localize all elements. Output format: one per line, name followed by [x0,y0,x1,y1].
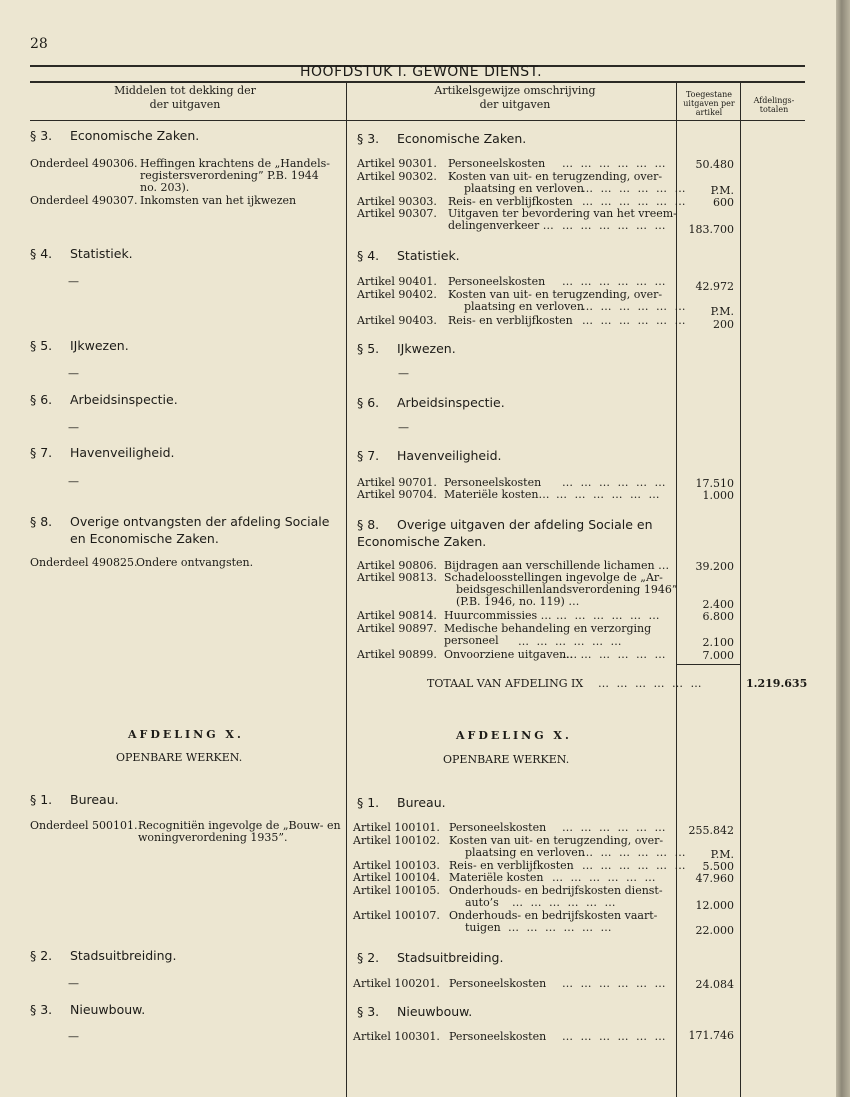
row-100107-desc-line1: Onderhouds- en bedrijfskosten vaart- [449,909,658,922]
row-100105-leader: … … … … … … [512,896,618,909]
row-90899-amount: 7.000 [702,649,734,662]
row-90806-amount: 39.200 [695,560,734,573]
section-title: Statistiek. [397,248,460,263]
row-90813-desc [444,572,677,608]
section-title: Bureau. [397,795,446,810]
header-amount-line1: Toegestane [685,90,733,99]
section-title: Economische Zaken. [70,128,200,143]
left-row-490307-number: Onderdeel 490307. [30,194,138,207]
row-100105-desc-line1: Onderhouds- en bedrijfskosten dienst- [449,884,663,897]
section-number: § 3. [357,131,380,146]
row-90403-leader: … … … … … … [582,314,688,327]
left-dash: — [68,475,79,488]
row-90307-amount: 183.700 [688,223,734,236]
row-90301-desc: Personeelskosten [448,157,546,170]
header-bottom-rule [30,120,805,121]
row-100201-desc: Personeelskosten [449,977,547,990]
left-row-490307-text: Inkomsten van het ijkwezen [140,194,297,207]
row-100107-article: Artikel 100107. [353,909,440,922]
header-mid-line2: der uitgaven [479,98,551,111]
mid-bureau-heading [357,795,446,810]
totaal-afdeling-ix-amount: 1.219.635 [746,677,808,690]
row-90302-leader: … … … … … … [582,182,688,195]
column-divider-total [740,82,741,1097]
row-90401-article: Artikel 90401. [357,275,437,288]
row-90403-amount: 200 [713,318,734,331]
section-number: § 4. [30,246,53,261]
row-90302-amount: P.M. [710,184,734,197]
section-number: § 7. [30,445,53,460]
header-amount-line3: artikel [695,108,723,117]
row-90401-leader: … … … … … … [562,275,668,288]
left-dash: — [68,421,79,434]
row-90897-amount: 2.100 [702,636,734,649]
row-100102-desc-line1: Kosten van uit- en terugzending, over- [449,834,664,847]
mid-section-3-heading [357,131,526,146]
row-90302-desc-line1: Kosten van uit- en terugzending, over- [448,170,663,183]
row-100102-article: Artikel 100102. [353,834,440,847]
mid-section-7-heading [357,448,502,463]
row-90814-amount: 6.800 [702,610,734,623]
header-amount [678,90,740,117]
section-number: § 2. [357,950,380,965]
subtotal-rule [676,664,740,665]
row-90806-desc: Bijdragen aan verschillende lichamen … [444,559,670,572]
row-100107-amount: 22.000 [695,924,734,937]
header-total [742,96,806,114]
row-90704-desc: Materiële kosten… [444,488,550,501]
row-100101-article: Artikel 100101. [353,821,440,834]
row-90899-article: Artikel 90899. [357,648,437,661]
row-90401-amount: 42.972 [695,280,734,293]
section-number: § 1. [357,795,380,810]
section-title-line1: Overige ontvangsten der afdeling Sociale [70,514,330,529]
mid-afdeling-heading: AFDELING X. [456,729,572,742]
header-left [100,84,270,112]
row-90701-desc: Personeelskosten [444,476,542,489]
section-title: IJkwezen. [397,341,456,356]
row-90303-amount: 600 [713,196,734,209]
row-100201-article: Artikel 100201. [353,977,440,990]
mid-section-4-heading [357,248,460,263]
row-90813-desc-line2: beidsgeschillenlandsverordening 1946” [456,583,678,596]
row-90704-amount: 1.000 [702,489,734,502]
row-90701-article: Artikel 90701. [357,476,437,489]
totaal-label: TOTAAL VAN AFDELING IX [427,677,584,690]
row-90307-article: Artikel 90307. [357,207,437,220]
row-100105-article: Artikel 100105. [353,884,440,897]
row-90806-article: Artikel 90806. [357,559,437,572]
section-title-line2: Economische Zaken. [357,534,487,549]
left-row-490306-line3: no. 203). [140,181,190,194]
left-afdeling-heading: AFDELING X. [128,728,244,741]
row-100102-leader: … … … … … … [582,846,688,859]
left-dash: — [68,977,79,990]
row-100104-amount: 47.960 [695,872,734,885]
row-100103-leader: … … … … … … [582,859,688,872]
row-90301-leader: … … … … … … [562,157,668,170]
section-number: § 6. [30,392,53,407]
section-title: Havenveiligheid. [70,445,175,460]
row-90303-article: Artikel 90303. [357,195,437,208]
row-100101-amount: 255.842 [688,824,734,837]
left-section-8-heading [30,513,329,547]
mid-section-5-heading [357,341,456,356]
page-binding-edge [836,0,850,1097]
row-90307-leader: … … … … … … [562,219,668,232]
row-100102-desc-line2: plaatsing en verloven [465,846,585,859]
section-title: Economische Zaken. [397,131,527,146]
row-90302-article: Artikel 90302. [357,170,437,183]
left-bureau-heading [30,792,119,807]
left-row-500101-line2: woningverordening 1935”. [138,831,288,844]
header-left-line2: der uitgaven [149,98,221,111]
row-100103-desc: Reis- en verblijfkosten [449,859,574,872]
row-90401-desc: Personeelskosten [448,275,546,288]
left-nieuwbouw-heading [30,1002,145,1017]
row-90303-leader: … … … … … … [582,195,688,208]
section-number: § 8. [30,514,53,529]
page-number: 28 [30,36,48,52]
section-title: Nieuwbouw. [70,1002,146,1017]
section-number: § 5. [30,338,53,353]
row-100103-amount: 5.500 [702,860,734,873]
row-90897-leader: … … … … … … [518,635,624,648]
row-100104-desc: Materiële kosten [449,871,544,884]
section-title: Bureau. [70,792,119,807]
row-90897-desc-line2: personeel [444,634,499,647]
row-100301-leader: … … … … … … [562,1030,668,1043]
row-90813-desc-line3: (P.B. 1946, no. 119) … [456,595,580,608]
left-section-6-heading [30,392,178,407]
row-100107-leader: … … … … … … [508,921,614,934]
row-90704-leader: … … … … … … [556,488,662,501]
mid-section-6-heading [357,395,505,410]
row-100301-article: Artikel 100301. [353,1030,440,1043]
row-90813-amount: 2.400 [702,598,734,611]
row-100301-amount: 171.746 [688,1029,734,1042]
mid-dash: — [398,421,409,434]
row-100301-desc: Personeelskosten [449,1030,547,1043]
chapter-title: HOOFDSTUK I. GEWONE DIENST. [300,64,543,80]
header-left-line1: Middelen tot dekking der [114,84,256,97]
row-90402-leader: … … … … … … [582,300,688,313]
row-90813-desc-line1: Schadeloosstellingen ingevolge de „Ar- [444,571,663,584]
row-100104-leader: … … … … … … [552,871,658,884]
left-row-490825-number: Onderdeel 490825. [30,556,138,569]
mid-section-8-heading [357,516,653,550]
section-number: § 2. [30,948,53,963]
row-90897-desc-line1: Medische behandeling en verzorging [444,622,652,635]
row-100101-desc: Personeelskosten [449,821,547,834]
section-title: Nieuwbouw. [397,1004,473,1019]
row-90402-amount: P.M. [710,305,734,318]
section-number: § 8. [357,517,380,532]
left-row-490306-line2: registersverordening” P.B. 1944 [140,169,319,182]
section-title: Stadsuitbreiding. [397,950,504,965]
left-row-500101-text [138,820,341,844]
header-mid-line1: Artikelsgewijze omschrijving [434,84,596,97]
left-row-490306-number: Onderdeel 490306. [30,157,138,170]
section-number: § 7. [357,448,380,463]
row-100103-article: Artikel 100103. [353,859,440,872]
row-90402-article: Artikel 90402. [357,288,437,301]
row-90813-article: Artikel 90813. [357,571,437,584]
row-90899-desc: Onvoorziene uitgaven… [444,648,578,661]
mid-nieuwbouw-heading [357,1004,472,1019]
left-section-4-heading [30,246,133,261]
left-row-490825-text: Ondere ontvangsten. [136,556,254,569]
section-number: § 4. [357,248,380,263]
row-90307-desc-line1: Uitgaven ter bevordering van het vreem- [448,207,677,220]
row-90402-desc-line1: Kosten van uit- en terugzending, over- [448,288,663,301]
row-90701-leader: … … … … … … [562,476,668,489]
header-total-line1: Afdelings- [753,96,795,105]
left-dash: — [68,275,79,288]
row-90814-desc: Huurcommissies … [444,609,552,622]
left-section-7-heading [30,445,175,460]
left-row-500101-line1: Recognitiën ingevolge de „Bouw- en [138,819,341,832]
row-90701-amount: 17.510 [695,477,734,490]
section-number: § 5. [357,341,380,356]
mid-stadsuitbreiding-heading [357,950,503,965]
section-title: Stadsuitbreiding. [70,948,177,963]
section-title: Havenveiligheid. [397,448,502,463]
section-title: Arbeidsinspectie. [70,392,178,407]
row-90403-desc: Reis- en verblijfkosten [448,314,573,327]
section-title: IJkwezen. [70,338,129,353]
mid-dash: — [398,367,409,380]
section-number: § 3. [30,128,53,143]
mid-afdeling-subheading: OPENBARE WERKEN. [443,753,570,766]
header-amount-line2: uitgaven per [683,99,735,108]
row-90402-desc-line2: plaatsing en verloven [464,300,584,313]
row-90307-desc-line2: delingenverkeer … [448,219,554,232]
row-90704-article: Artikel 90704. [357,488,437,501]
section-number: § 3. [30,1002,53,1017]
row-100105-amount: 12.000 [695,899,734,912]
row-100105-desc-line2: auto’s [465,896,499,909]
row-90899-leader: … … … … … … [562,648,668,661]
left-afdeling-subheading: OPENBARE WERKEN. [116,751,243,764]
row-90303-desc: Reis- en verblijfkosten [448,195,573,208]
column-divider-left [346,82,347,1097]
left-row-500101-number: Onderdeel 500101. [30,819,138,832]
section-title: Statistiek. [70,246,133,261]
row-90301-amount: 50.480 [695,158,734,171]
section-title-line2: en Economische Zaken. [70,531,219,546]
row-100107-desc-line2: tuigen [465,921,501,934]
left-dash: — [68,367,79,380]
left-section-3-heading [30,128,199,143]
row-90302-desc-line2: plaatsing en verloven [464,182,584,195]
left-stadsuitbreiding-heading [30,948,176,963]
row-90814-article: Artikel 90814. [357,609,437,622]
row-90403-article: Artikel 90403. [357,314,437,327]
section-title: Arbeidsinspectie. [397,395,505,410]
row-90301-article: Artikel 90301. [357,157,437,170]
totaal-leader: … … … … … … [598,677,704,690]
left-row-490306-line1: Heffingen krachtens de „Handels- [140,157,330,170]
section-number: § 6. [357,395,380,410]
header-mid [420,84,610,112]
row-100104-article: Artikel 100104. [353,871,440,884]
section-number: § 1. [30,792,53,807]
row-90897-article: Artikel 90897. [357,622,437,635]
header-total-line2: totalen [759,105,789,114]
row-100102-amount: P.M. [710,848,734,861]
title-rule [30,81,805,83]
left-dash: — [68,1030,79,1043]
left-row-490306-text [140,158,340,194]
section-number: § 3. [357,1004,380,1019]
row-90814-leader: … … … … … … [556,609,662,622]
row-100201-leader: … … … … … … [562,977,668,990]
row-100201-amount: 24.084 [695,978,734,991]
left-section-5-heading [30,338,129,353]
row-100101-leader: … … … … … … [562,821,668,834]
section-title-line1: Overige uitgaven der afdeling Sociale en [397,517,653,532]
